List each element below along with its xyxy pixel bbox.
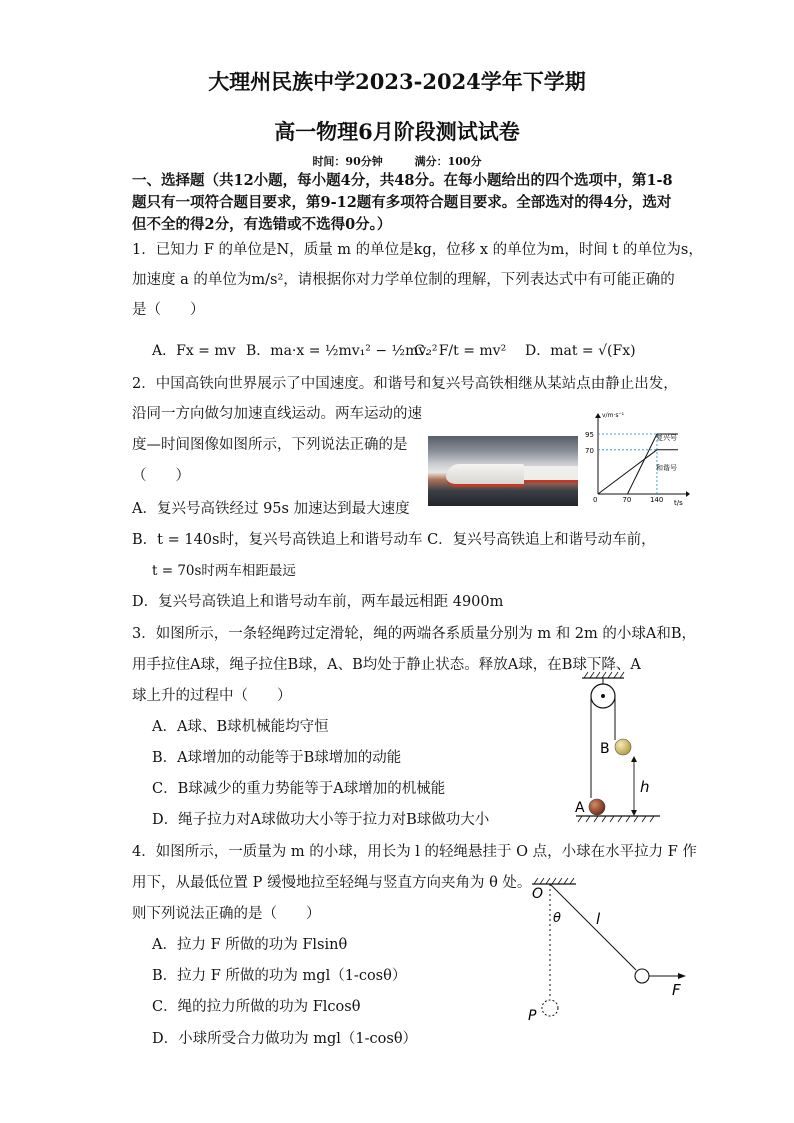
- q1-option-a[interactable]: A．Fx = mv: [152, 343, 236, 359]
- vt-xlabel: t/s: [674, 499, 683, 507]
- vt-ytick-95: 95: [585, 431, 594, 439]
- exam-title-line1: 大理州民族中学2023-2024学年下学期: [208, 69, 586, 94]
- vt-graph: [582, 410, 690, 508]
- q2-option-a[interactable]: A．复兴号高铁经过 95s 加速达到最大速度: [132, 501, 410, 517]
- vt-legend-fuxing: 复兴号: [656, 434, 677, 442]
- q2-line1: 2．中国高铁向世界展示了中国速度。和谐号和复兴号高铁相继从某站点由静止出发，: [132, 376, 678, 392]
- label-l: l: [596, 910, 601, 928]
- ball-dotted: [542, 1000, 558, 1016]
- vt-ytick-70: 70: [585, 446, 594, 455]
- height-arrow-bottom: [631, 810, 637, 816]
- train-photo: [428, 436, 578, 506]
- vt-xtick-140: 140: [649, 496, 664, 504]
- q1-option-d[interactable]: D．mat = √(Fx): [525, 343, 636, 359]
- vt-ylabel: v/m·s⁻¹: [602, 412, 625, 419]
- q4-option-d[interactable]: D．小球所受合力做功为 mgl（1-cosθ）: [152, 1031, 418, 1047]
- q3-option-d[interactable]: D．绳子拉力对A球做功大小等于拉力对B球做功大小: [152, 812, 490, 828]
- label-o: O: [532, 886, 544, 902]
- section1-line2: 题只有一项符合题目要求，第9-12题有多项符合题目要求。全部选对的得4分，选对: [132, 194, 672, 211]
- ball: [635, 969, 649, 983]
- ceiling-hatch: [584, 672, 624, 678]
- exam-title-line2: 高一物理6月阶段测试试卷: [274, 119, 520, 144]
- section1-line1: 一、选择题（共12小题，每小题4分，共48分。在每小题给出的四个选项中，第1-8: [132, 172, 673, 189]
- ball-b: [615, 739, 631, 755]
- q2-line2: 沿同一方向做匀加速直线运动。两车运动的速: [132, 406, 422, 422]
- q3-line3: 球上升的过程中（ ）: [132, 688, 292, 704]
- q4-line1: 4．如图所示，一质量为 m 的小球，用长为 l 的轻绳悬挂于 O 点，小球在水平拉力 F 作: [132, 844, 697, 860]
- q4-line2: 用下，从最低位置 P 缓慢地拉至轻绳与竖直方向夹角为 θ 处。: [132, 875, 532, 891]
- q2-option-c-continued: t = 70s时两车相距最远: [152, 563, 296, 579]
- string: [550, 884, 636, 970]
- pulley-figure: [560, 670, 672, 826]
- q3-line1: 3．如图所示，一条轻绳跨过定滑轮，绳的两端各系质量分别为 m 和 2m 的小球A和B，: [132, 626, 697, 642]
- support-hatch: [534, 878, 574, 884]
- q1-option-c[interactable]: C．F/t = mv²: [414, 343, 507, 359]
- ball-a: [589, 799, 605, 815]
- train-body: [524, 466, 578, 483]
- label-p: P: [528, 1008, 537, 1024]
- exam-meta: [0, 153, 794, 169]
- vt-x-arrow: [686, 491, 690, 497]
- q3-option-a[interactable]: A．A球、B球机械能均守恒: [152, 719, 329, 735]
- label-b: B: [600, 741, 610, 757]
- exam-score: 满分：100分: [414, 155, 482, 168]
- vt-xtick-0: 0: [593, 496, 598, 504]
- q4-option-a[interactable]: A．拉力 F 所做的功为 Flsinθ: [152, 937, 348, 953]
- q1-line3: 是（ ）: [132, 302, 205, 318]
- label-h: h: [640, 778, 650, 796]
- vt-legend-hexie: 和谐号: [656, 464, 677, 472]
- vt-y-arrow: [595, 413, 601, 418]
- floor-hatch: [578, 816, 654, 822]
- q2-line4: （ ）: [132, 468, 190, 484]
- q2-line3: 度—时间图像如图所示，下列说法正确的是: [132, 437, 408, 453]
- pulley-axle: [601, 694, 605, 698]
- label-theta: θ: [553, 911, 561, 926]
- q2-option-d[interactable]: D．复兴号高铁追上和谐号动车前，两车最远相距 4900m: [132, 594, 504, 610]
- force-arrow-head: [678, 973, 686, 979]
- height-arrow-top: [631, 756, 637, 762]
- pendulum-figure: [520, 876, 700, 1026]
- train-nose: [446, 464, 524, 487]
- q3-option-b[interactable]: B．A球增加的动能等于B球增加的动能: [152, 750, 402, 766]
- q4-option-b[interactable]: B．拉力 F 所做的功为 mgl（1-cosθ）: [152, 968, 407, 984]
- q1-line2: 加速度 a 的单位为m/s²，请根据你对力学单位制的理解，下列表达式中有可能正确的: [132, 272, 675, 288]
- q4-option-c[interactable]: C．绳的拉力所做的功为 Flcosθ: [152, 999, 361, 1015]
- label-a: A: [575, 800, 585, 816]
- q3-line2: 用手拉住A球，绳子拉住B球，A、B均处于静止状态。释放A球，在B球下降、A: [132, 657, 641, 673]
- label-f: F: [672, 981, 681, 999]
- q1-option-b[interactable]: B．ma·x = ½mv₁² − ½mv₂²: [246, 343, 438, 359]
- vt-xtick-70: 70: [622, 496, 632, 504]
- q2-option-bc[interactable]: B．t = 140s时，复兴号高铁追上和谐号动车 C．复兴号高铁追上和谐号动车前，: [132, 532, 656, 548]
- exam-time: 时间：90分钟: [312, 155, 383, 168]
- q3-option-c[interactable]: C．B球减少的重力势能等于A球增加的机械能: [152, 781, 446, 797]
- q4-line3: 则下列说法正确的是（ ）: [132, 906, 321, 922]
- section1-line3: 但不全的得2分，有选错或不选得0分。）: [132, 216, 392, 233]
- q1-line1: 1．已知力 F 的单位是N，质量 m 的单位是kg，位移 x 的单位为m，时间 t 的单位为s，: [132, 242, 703, 258]
